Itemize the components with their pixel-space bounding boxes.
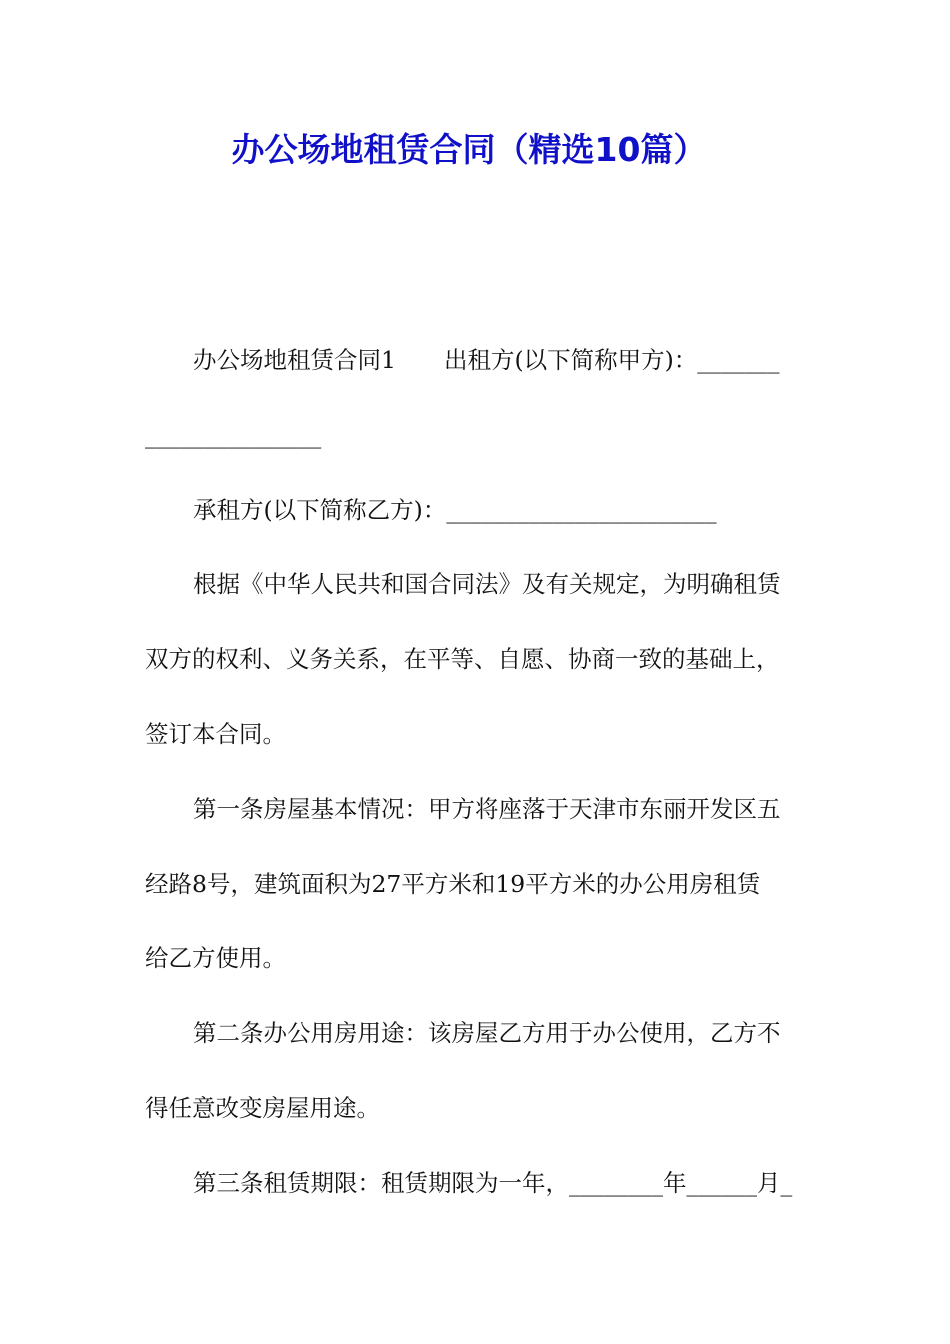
paragraph-line: 根据《中华人民共和国合同法》及有关规定，为明确租赁 [193, 570, 781, 599]
paragraph-line: 第一条房屋基本情况：甲方将座落于天津市东丽开发区五 [193, 794, 781, 823]
contract-heading: 办公场地租赁合同1 [193, 346, 396, 374]
paragraph-line: 第二条办公用房用途：该房屋乙方用于办公使用，乙方不 [193, 1019, 781, 1048]
paragraph-line: 第三条租赁期限：租赁期限为一年，________年______月_ [193, 1168, 793, 1197]
paragraph-line: 签订本合同。 [145, 719, 286, 748]
lessor-field: 出租方(以下简称甲方)：_______ [443, 346, 780, 374]
lessee-field: 承租方(以下简称乙方)：_______________________ [193, 495, 717, 524]
paragraph-line: 给乙方使用。 [145, 944, 286, 973]
document-body [145, 333, 809, 1231]
paragraph-line: 双方的权利、义务关系，在平等、自愿、协商一致的基础上， [145, 645, 780, 674]
document-title: 办公场地租赁合同（精选10篇） [231, 130, 707, 169]
paragraph-line: 经路8号，建筑面积为27平方米和19平方米的办公用房租赁 [145, 869, 761, 898]
paragraph-line: 得任意改变房屋用途。 [145, 1093, 380, 1122]
paragraph-line [145, 333, 809, 408]
paragraph-line: _______________ [145, 420, 322, 449]
